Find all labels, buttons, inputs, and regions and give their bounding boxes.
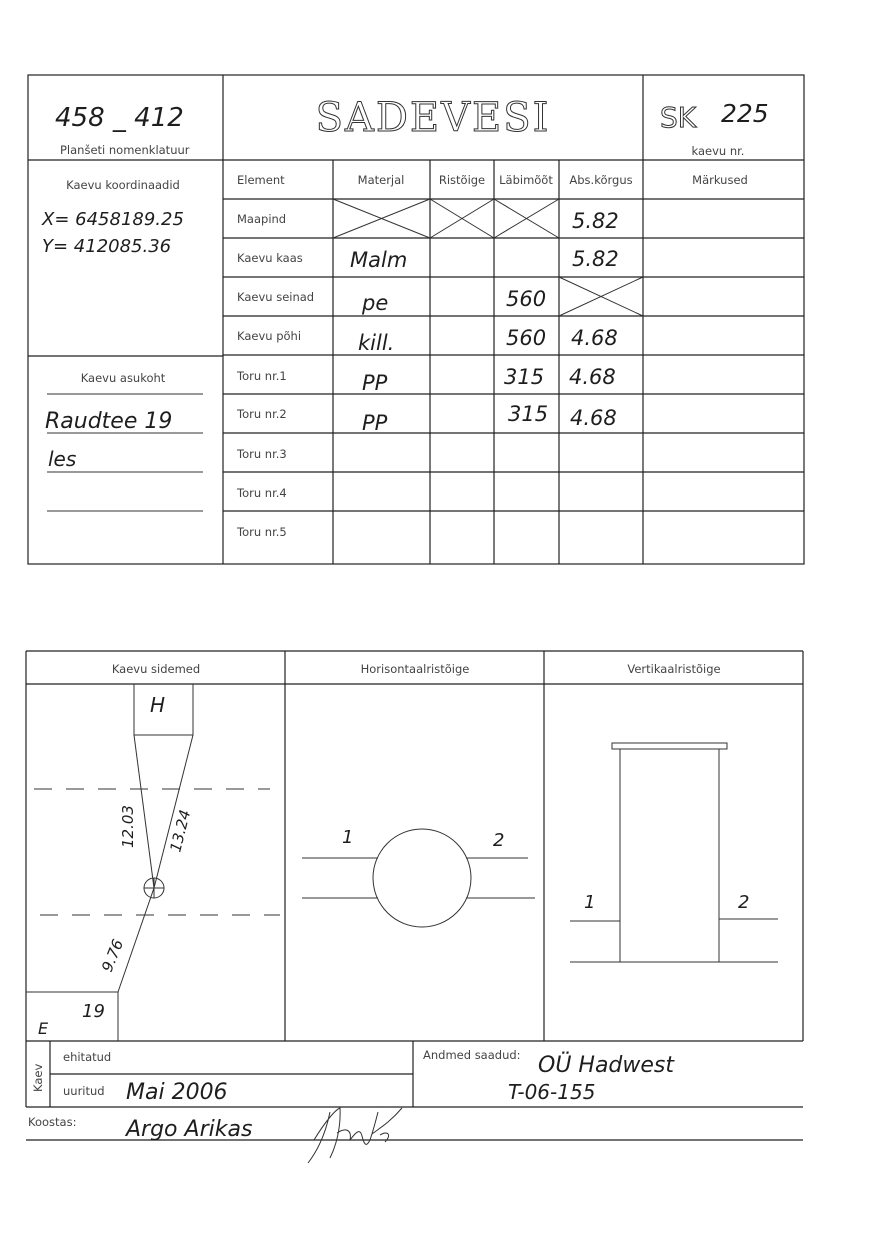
row-element: Toru nr.3 — [237, 447, 287, 461]
compiled-value: Argo Arikas — [126, 1117, 253, 1142]
table-row — [236, 486, 287, 500]
row-element: Toru nr.2 — [237, 407, 287, 421]
col-header-section: Ristõige — [438, 173, 486, 187]
row-diameter: 560 — [506, 326, 547, 350]
row-elevation: 5.82 — [572, 209, 619, 233]
row-element: Kaevu kaas — [237, 251, 303, 265]
row-diameter: 560 — [506, 287, 547, 311]
ties-label: Kaevu sidemed — [111, 662, 201, 676]
data-source-company: OÜ Hadwest — [538, 1053, 675, 1078]
surveyed-value: Mai 2006 — [126, 1080, 228, 1105]
built-label: ehitatud — [63, 1050, 112, 1064]
house-number-label: 19 — [82, 1001, 105, 1022]
table-row — [236, 525, 287, 539]
vertical-section-label: Vertikaalristõige — [627, 662, 721, 676]
table-row — [236, 447, 287, 461]
sketch-panel — [26, 651, 803, 1041]
distance-lower: 9.76 — [98, 936, 128, 975]
row-elevation: 4.68 — [569, 365, 616, 389]
horizontal-section-label: Horisontaalristõige — [360, 662, 470, 676]
table-row — [237, 326, 618, 355]
row-elevation: 4.68 — [571, 326, 618, 350]
distance-right: 13.24 — [166, 807, 195, 854]
vertical-pipe-2-label: 2 — [738, 892, 750, 913]
location-line2: les — [48, 447, 77, 471]
surveyed-label: uuritud — [63, 1084, 105, 1098]
row-elevation: 5.82 — [572, 247, 619, 271]
well-number: 225 — [721, 99, 769, 128]
col-header-element: Element — [237, 173, 285, 187]
location-label: Kaevu asukoht — [80, 371, 166, 385]
row-diameter: 315 — [508, 402, 549, 426]
row-material: kill. — [358, 331, 395, 355]
row-element: Toru nr.5 — [237, 525, 287, 539]
col-header-diameter: Läbimõõt — [499, 173, 553, 187]
kaev-label: Kaev — [31, 1063, 45, 1092]
table-row — [237, 247, 619, 272]
nomenclature-value: 458 _ 412 — [55, 103, 184, 133]
row-elevation: 4.68 — [570, 406, 617, 430]
ties-sketch — [26, 684, 280, 1041]
location-line1: Raudtee 19 — [45, 409, 173, 434]
table-row — [237, 209, 619, 233]
corner-label: E — [38, 1019, 49, 1038]
row-material: Malm — [350, 248, 408, 272]
col-header-notes: Märkused — [692, 173, 748, 187]
row-material: pe — [362, 291, 389, 315]
col-header-material: Materjal — [357, 173, 405, 187]
pipe-1-label: 1 — [342, 827, 354, 848]
nomenclature-label: Planšeti nomenklatuur — [60, 143, 190, 157]
row-material: PP — [362, 371, 388, 395]
pipe-2-label: 2 — [493, 830, 505, 851]
table-row — [236, 402, 617, 435]
vertical-pipe-1-label: 1 — [584, 892, 596, 913]
coords-label: Kaevu koordinaadid — [66, 178, 180, 192]
row-element: Kaevu põhi — [237, 329, 302, 343]
coord-x: X= 6458189.25 — [42, 209, 184, 230]
form-title: SADEVESI — [315, 95, 551, 141]
building-label: H — [150, 693, 166, 717]
distance-left: 12.03 — [119, 805, 137, 848]
row-element: Toru nr.4 — [237, 486, 287, 500]
signature — [308, 1108, 402, 1163]
data-source-label: Andmed saadud: — [423, 1048, 521, 1062]
footer — [26, 1041, 803, 1163]
row-element: Toru nr.1 — [237, 369, 287, 383]
row-diameter: 315 — [504, 365, 545, 389]
row-element: Kaevu seinad — [237, 290, 315, 304]
compiled-label: Koostas: — [28, 1115, 77, 1129]
well-prefix: SK — [660, 101, 697, 134]
row-element: Maapind — [237, 212, 287, 226]
well-card-table — [28, 75, 804, 564]
data-source-ref: T-06-155 — [508, 1080, 596, 1104]
col-header-elevation: Abs.kõrgus — [569, 173, 633, 187]
vertical-section-sketch — [570, 743, 778, 962]
table-row — [237, 287, 546, 315]
well-number-label: kaevu nr. — [691, 144, 745, 158]
row-material: PP — [362, 411, 388, 435]
horizontal-section-sketch — [302, 827, 535, 927]
coord-y: Y= 412085.36 — [42, 236, 172, 257]
